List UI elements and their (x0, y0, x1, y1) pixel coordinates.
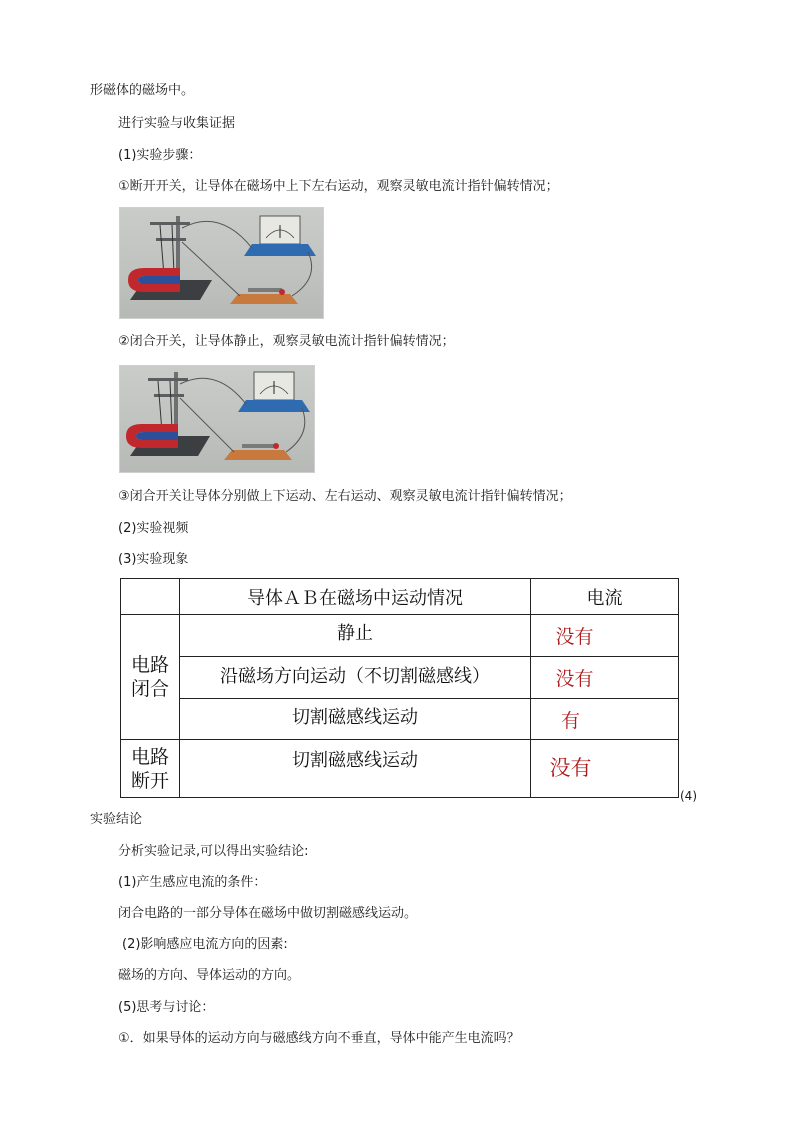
conclusion-heading: 实验结论 (90, 812, 143, 827)
motion-cell (180, 615, 531, 657)
group-label-open (121, 740, 180, 798)
table-row (121, 615, 679, 657)
factors-text: 磁场的方向、导体运动的方向。 (118, 968, 301, 983)
text-line: 形磁体的磁场中。 (90, 83, 195, 98)
current-cell (531, 657, 679, 699)
observation-table (120, 578, 679, 798)
table-header-row (121, 579, 679, 615)
motion-text: 静止 (337, 622, 373, 644)
step-3-text: ③闭合开关让导体分别做上下运动、左右运动、观察灵敏电流计指针偏转情况； (118, 489, 572, 504)
current-cell (531, 615, 679, 657)
experiment-photo-switch-open (119, 207, 324, 319)
group-label-line: 闭合 (130, 678, 169, 700)
condition-heading: (1)产生感应电流的条件： (118, 875, 267, 890)
group-label-closed (121, 615, 180, 740)
item-number-4: (4) (680, 789, 697, 803)
factors-heading: (2)影响感应电流方向的因素: (122, 937, 288, 952)
table-header-motion: 导体ＡＢ在磁场中运动情况 (180, 579, 531, 615)
section-heading: 进行实验与收集证据 (118, 116, 236, 131)
current-answer: 没有 (555, 626, 594, 648)
motion-text: 切割磁感线运动 (292, 707, 418, 728)
motion-cell (180, 657, 531, 699)
conclusion-intro: 分析实验记录,可以得出实验结论: (118, 844, 309, 859)
discussion-heading: (5)思考与讨论： (118, 1000, 215, 1015)
current-answer: 没有 (549, 755, 592, 780)
step-heading: (1)实验步骤： (118, 148, 202, 163)
motion-cell (180, 699, 531, 740)
current-answer: 没有 (555, 668, 594, 690)
video-heading: (2)实验视频 (118, 521, 189, 536)
table-row (121, 740, 679, 798)
step-1-text: ①断开开关，让导体在磁场中上下左右运动，观察灵敏电流计指针偏转情况； (118, 179, 559, 194)
experiment-photo-switch-closed (119, 365, 315, 473)
condition-text: 闭合电路的一部分导体在磁场中做切割磁感线运动。 (118, 906, 418, 921)
current-cell (531, 740, 679, 798)
current-cell (531, 699, 679, 740)
motion-text: 切割磁感线运动 (292, 749, 418, 771)
motion-cell (180, 740, 531, 798)
discussion-question-1: ①．如果导体的运动方向与磁感线方向不垂直，导体中能产生电流吗？ (118, 1031, 520, 1046)
table-row (121, 699, 679, 740)
group-label-line: 电路 (130, 745, 169, 768)
current-answer: 有 (560, 709, 580, 732)
table-corner-cell (121, 579, 180, 615)
group-label-line: 电路 (130, 654, 169, 676)
step-2-text: ②闭合开关，让导体静止，观察灵敏电流计指针偏转情况； (118, 334, 455, 349)
group-label-line: 断开 (130, 769, 169, 792)
phenomenon-heading: (3)实验现象 (118, 552, 189, 567)
motion-text: 沿磁场方向运动（不切割磁感线） (220, 665, 490, 687)
table-header-current: 电流 (531, 579, 679, 615)
table-row (121, 657, 679, 699)
